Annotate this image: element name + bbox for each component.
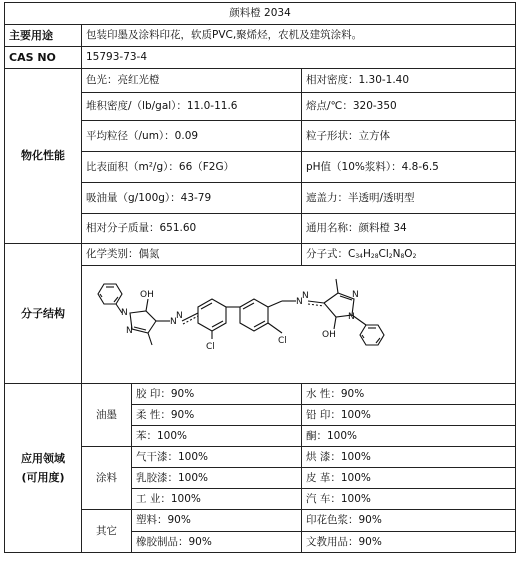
molecular-structure-diagram — [82, 269, 512, 381]
physchem-cell: 吸油量（g/100g）：43-79 — [82, 183, 302, 214]
physchem-cell: 熔点/℃：320-350 — [302, 93, 516, 121]
usage-label: 主要用途 — [5, 25, 82, 47]
application-cell: 烘 漆：100% — [302, 447, 516, 468]
biphenyl-ring-right — [240, 299, 268, 331]
application-label-line: 应用领域 — [21, 451, 65, 465]
application-group-name: 油墨 — [82, 384, 132, 447]
physchem-cell: 色光：亮红光橙 — [82, 69, 302, 93]
application-cell: 胶 印：90% — [132, 384, 302, 405]
physchem-label: 物化性能 — [5, 69, 82, 244]
physchem-cell: 相对分子质量：651.60 — [82, 214, 302, 244]
molecular-formula — [302, 244, 516, 266]
application-cell: 乳胶漆：100% — [132, 468, 302, 489]
application-cell: 文教用品：90% — [302, 532, 516, 553]
application-cell: 柔 性：90% — [132, 405, 302, 426]
application-label — [5, 384, 82, 553]
application-cell: 气干漆：100% — [132, 447, 302, 468]
cas-value: 15793-73-4 — [82, 47, 516, 69]
formula-symbol: O — [404, 248, 413, 261]
formula-symbol: C — [348, 248, 356, 261]
physchem-cell: 粒子形状：立方体 — [302, 121, 516, 152]
formula-symbol: H — [362, 248, 371, 261]
application-cell: 印花色浆：90% — [302, 510, 516, 532]
application-group-name: 其它 — [82, 510, 132, 553]
usage-value: 包装印墨及涂料印花，软质PVC,聚烯烃，农机及建筑涂料。 — [82, 25, 516, 47]
structure-drawing-cell — [82, 266, 516, 384]
application-label-line: (可用度) — [21, 471, 65, 484]
physchem-cell: 平均粒径（/um）：0.09 — [82, 121, 302, 152]
atom-label: Cl — [278, 335, 287, 346]
atom-label: N — [352, 289, 359, 300]
application-cell: 水 性：90% — [302, 384, 516, 405]
atom-label: Cl — [206, 341, 215, 352]
formula-count: 28 — [370, 253, 379, 261]
physchem-cell: 堆积密度/（lb/gal）：11.0-11.6 — [82, 93, 302, 121]
application-cell: 皮 革：100% — [302, 468, 516, 489]
cas-label: CAS NO — [5, 47, 82, 69]
application-group-name: 涂料 — [82, 447, 132, 510]
application-cell: 汽 车：100% — [302, 489, 516, 510]
atom-label: N — [348, 311, 355, 322]
structure-label: 分子结构 — [5, 244, 82, 384]
physchem-cell: pH值（10%浆料）：4.8-6.5 — [302, 152, 516, 183]
formula-symbol: N — [392, 248, 401, 261]
application-cell: 酮：100% — [302, 426, 516, 447]
formula-count: 2 — [412, 253, 417, 261]
structure-bonds — [98, 279, 384, 345]
formula-count: 2 — [388, 253, 393, 261]
chem-class: 化学类别：偶氮 — [82, 244, 302, 266]
atom-label: N — [302, 290, 309, 301]
atom-label: N — [121, 307, 128, 318]
application-cell: 橡胶制品：90% — [132, 532, 302, 553]
formula-symbol: Cl — [378, 248, 389, 261]
physchem-cell: 通用名称：颜料橙 34 — [302, 214, 516, 244]
spec-table — [4, 2, 516, 553]
application-cell: 铅 印：100% — [302, 405, 516, 426]
physchem-cell: 比表面积（m²/g）：66（F2G） — [82, 152, 302, 183]
atom-label: N — [170, 316, 177, 327]
physchem-cell: 遮盖力：半透明/透明型 — [302, 183, 516, 214]
atom-label: N — [296, 296, 303, 307]
formula-count: 8 — [400, 253, 405, 261]
atom-label: N — [176, 310, 183, 321]
product-title: 颜料橙 2034 — [5, 3, 516, 25]
formula-prefix: 分子式： — [306, 248, 348, 261]
physchem-cell: 相对密度：1.30-1.40 — [302, 69, 516, 93]
atom-label: OH — [322, 329, 336, 340]
application-cell: 苯：100% — [132, 426, 302, 447]
formula-count: 34 — [355, 253, 363, 261]
atom-label: N — [126, 325, 133, 336]
atom-label: OH — [140, 289, 154, 300]
biphenyl-ring-left — [198, 299, 226, 331]
application-cell: 工 业：100% — [132, 489, 302, 510]
application-cell: 塑料：90% — [132, 510, 302, 532]
